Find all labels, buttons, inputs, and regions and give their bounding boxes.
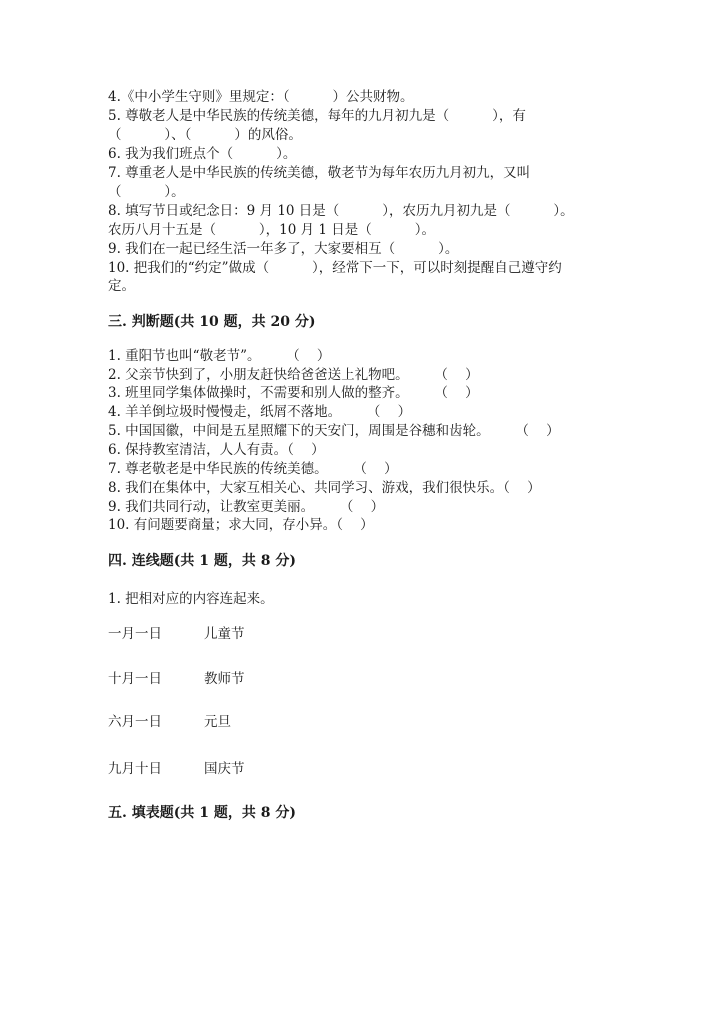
match-left-1: 一月一日 xyxy=(108,626,162,642)
fill-blank-q8-cont: 农历八月十五是（ ），10 月 1 日是（ ）。 xyxy=(108,222,435,238)
fill-blank-q9: 9. 我们在一起已经生活一年多了，大家要相互（ ）。 xyxy=(108,241,459,257)
fill-blank-q7: 7. 尊重老人是中华民族的传统美德，敬老节为每年农历九月初九，又叫 xyxy=(108,165,531,181)
fill-blank-q5: 5. 尊敬老人是中华民族的传统美德，每年的九月初九是（ ），有 xyxy=(108,108,526,124)
judge-item-3: 3. 班里同学集体做操时，不需要和别人做的整齐。 （ ） xyxy=(108,385,479,401)
section-4-title: 四. 连线题(共 1 题，共 8 分) xyxy=(108,553,296,569)
fill-blank-q10-cont: 定。 xyxy=(108,278,135,294)
judge-item-4: 4. 羊羊倒垃圾时慢慢走，纸屑不落地。 （ ） xyxy=(108,404,412,420)
fill-blank-q7-cont: （ ）。 xyxy=(108,184,185,200)
judge-item-7: 7. 尊老敬老是中华民族的传统美德。 （ ） xyxy=(108,461,398,477)
judge-item-10: 10. 有问题要商量；求大同，存小异。（ ） xyxy=(108,517,374,533)
matching-question: 1. 把相对应的内容连起来。 xyxy=(108,591,274,607)
judge-item-2: 2. 父亲节快到了，小朋友赶快给爸爸送上礼物吧。 （ ） xyxy=(108,367,479,383)
match-right-4: 国庆节 xyxy=(204,761,245,777)
section-3-title: 三. 判断题(共 10 题，共 20 分) xyxy=(108,314,316,330)
fill-blank-q8: 8. 填写节日或纪念日：9 月 10 日是（ ），农历九月初九是（ ）。 xyxy=(108,203,574,219)
judge-item-9: 9. 我们共同行动，让教室更美丽。 （ ） xyxy=(108,499,385,515)
judge-item-5: 5. 中国国徽，中间是五星照耀下的天安门，周围是谷穗和齿轮。 （ ） xyxy=(108,423,560,439)
fill-blank-q5-cont: （ ）、（ ）的风俗。 xyxy=(108,127,302,143)
fill-blank-q4: 4.《中小学生守则》里规定：（ ）公共财物。 xyxy=(108,89,414,105)
match-right-1: 儿童节 xyxy=(204,626,245,642)
match-right-3: 元旦 xyxy=(204,714,231,730)
fill-blank-q6: 6. 我为我们班点个（ ）。 xyxy=(108,146,297,162)
match-left-4: 九月十日 xyxy=(108,761,162,777)
match-right-2: 教师节 xyxy=(204,671,245,687)
fill-blank-q10: 10. 把我们的“约定”做成（ ），经常下一下，可以时刻提醒自己遵守约 xyxy=(108,260,562,276)
judge-item-6: 6. 保持教室清洁，人人有责。（ ） xyxy=(108,442,325,458)
judge-item-1: 1. 重阳节也叫“敬老节”。 （ ） xyxy=(108,348,331,364)
judge-item-8: 8. 我们在集体中，大家互相关心、共同学习、游戏，我们很快乐。（ ） xyxy=(108,480,541,496)
section-5-title: 五. 填表题(共 1 题，共 8 分) xyxy=(108,805,296,821)
match-left-2: 十月一日 xyxy=(108,671,162,687)
match-left-3: 六月一日 xyxy=(108,714,162,730)
